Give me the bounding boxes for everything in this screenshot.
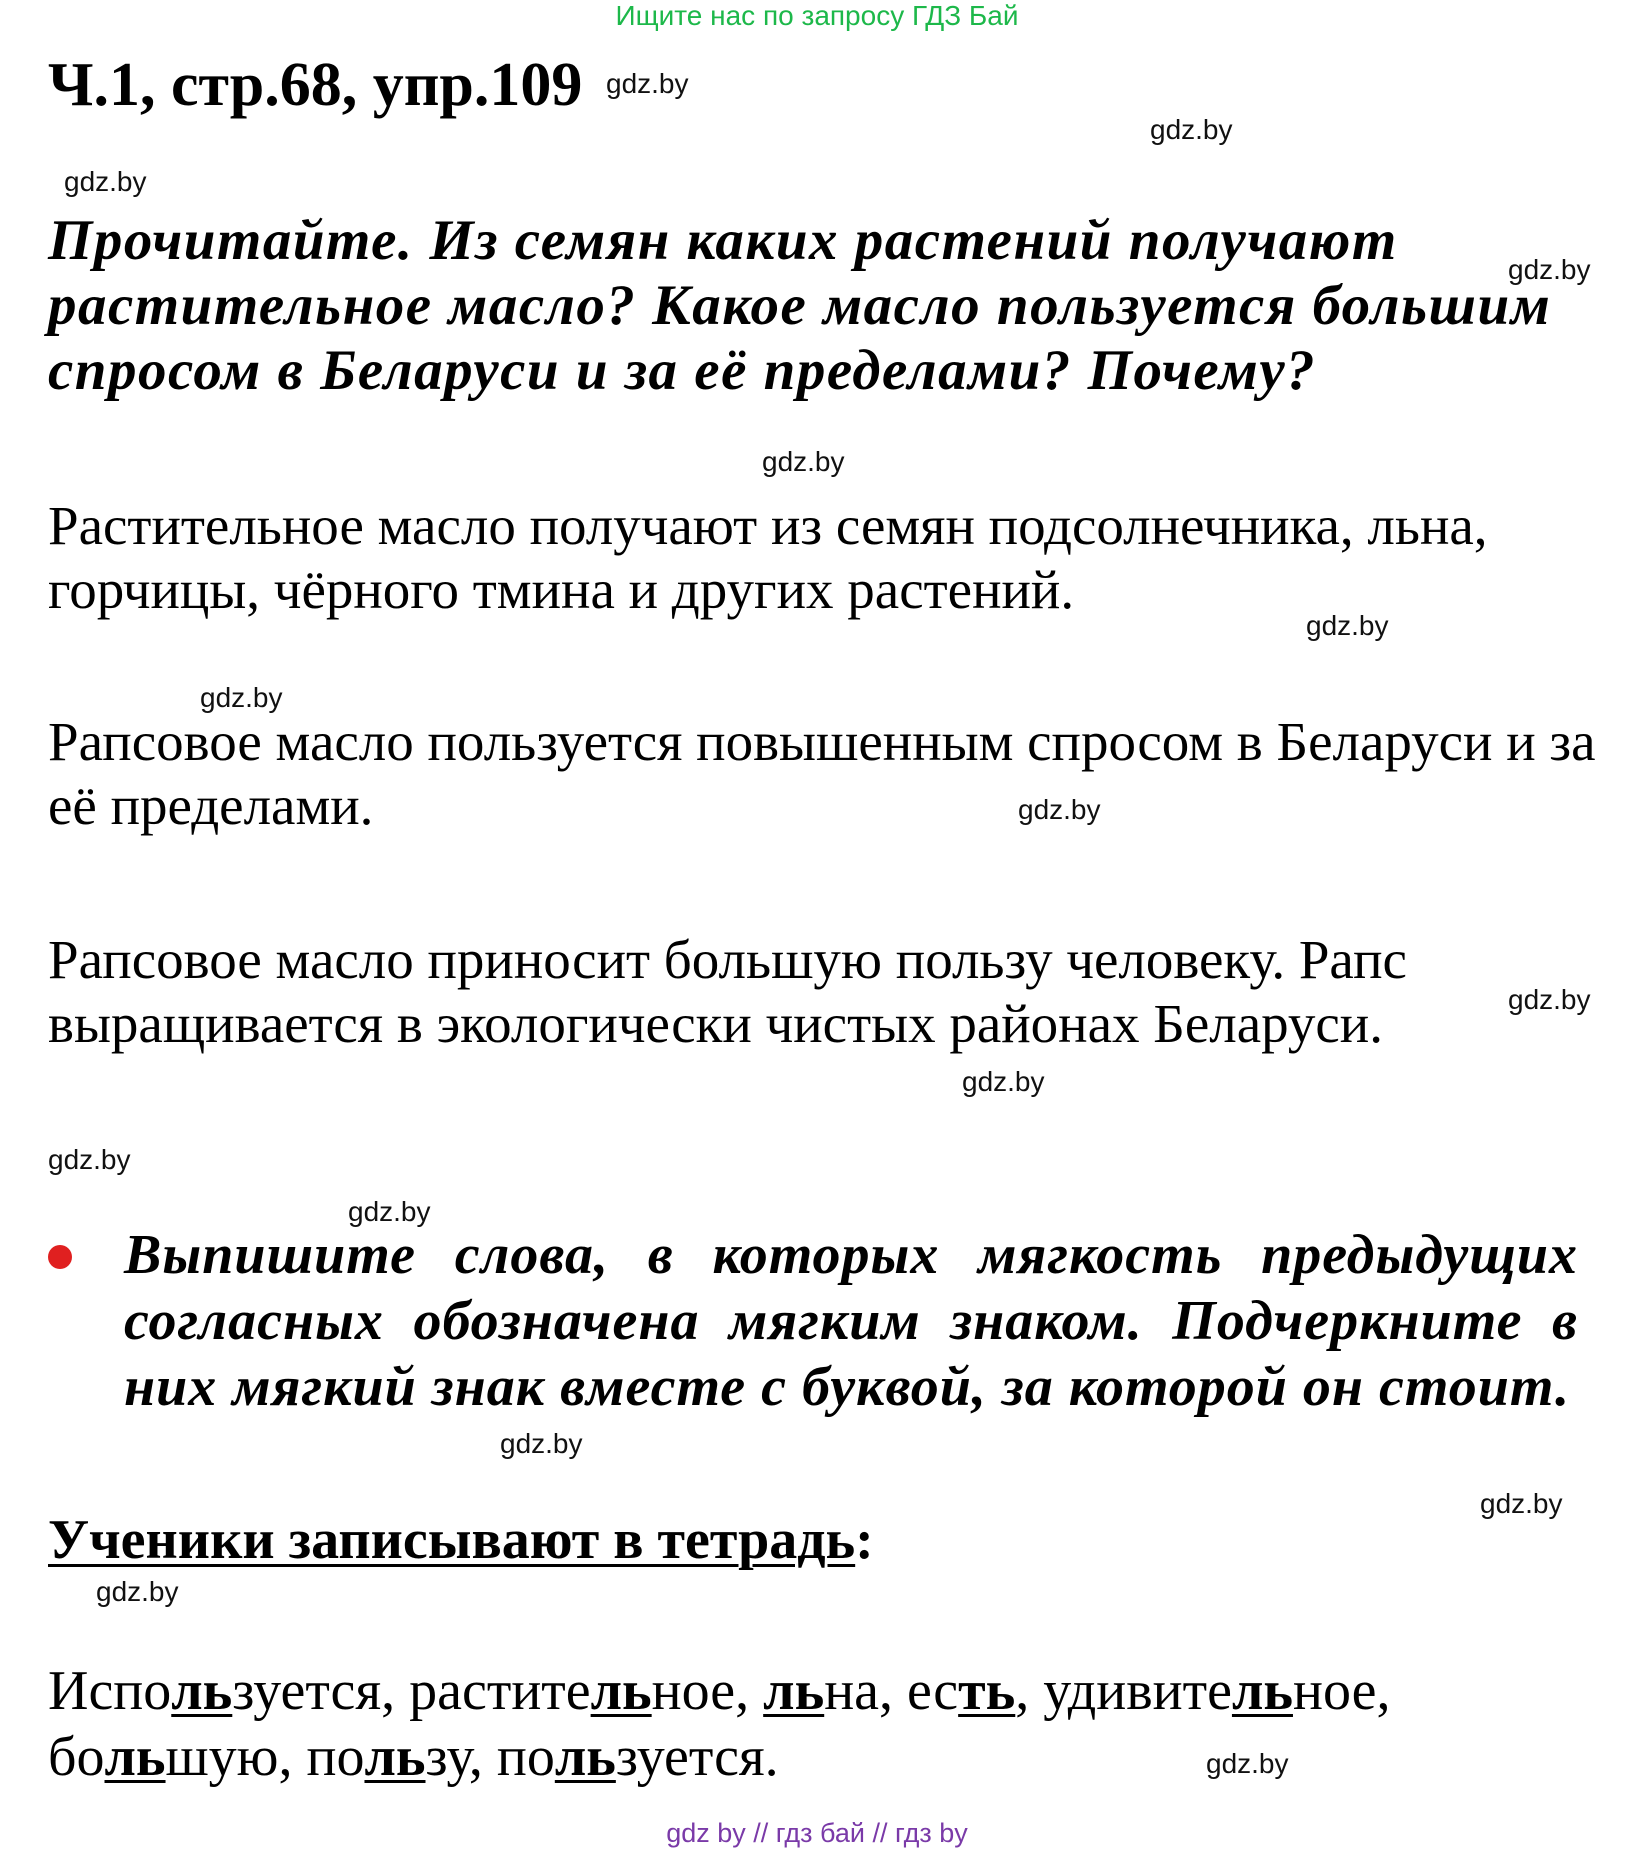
answer-words [48, 1658, 1608, 1790]
watermark: gdz.by [1018, 794, 1101, 825]
underlined-letters: ль [364, 1726, 426, 1788]
answer-word-part: ное, [1292, 1660, 1391, 1722]
answer-paragraph-1: Растительное масло получают из семян подсолнечника, льна, горчицы, чёрного тмина и других растений. [48, 495, 1488, 620]
answer-word-part: ное, [651, 1660, 764, 1722]
answer-word-part: удивите [1043, 1660, 1232, 1722]
answer-word-part: бо [48, 1726, 105, 1788]
answer-word-part: , [1015, 1660, 1044, 1722]
answer-paragraph-3: Рапсовое масло приносит большую пользу человеку. Рапс выращивается в экологически чистых районах Беларуси. [48, 929, 1407, 1054]
exercise-task: Прочитайте. Из семян каких растений получают растительное масло? Какое масло пользуется большим спросом в Беларуси и за её пределами? Почему? [48, 209, 1552, 402]
bullet-task: Выпишите слова, в которых мягкость предыдущих согласных обозначена мягким знаком. Подчеркните в них мягкий знак вместе с буквой, за которой он стоит. [124, 1224, 1578, 1418]
watermark: gdz.by [500, 1428, 583, 1459]
answer-word-part: зуется. [615, 1726, 779, 1788]
underlined-letters: ль [1231, 1660, 1293, 1722]
answer-word-part: ес [907, 1660, 959, 1722]
watermark: gdz.by [962, 1066, 1045, 1097]
underlined-letters: ль [554, 1726, 616, 1788]
watermark: gdz.by [64, 166, 147, 197]
watermark: gdz.by [1480, 1488, 1563, 1519]
underlined-letters: ть [958, 1660, 1016, 1722]
watermark: gdz.by [96, 1576, 179, 1607]
underlined-letters: ль [104, 1726, 166, 1788]
answer-word-part: на, [824, 1660, 908, 1722]
underlined-letters: ль [590, 1660, 652, 1722]
underlined-letters: ль [171, 1660, 233, 1722]
watermark: gdz.by [48, 1144, 131, 1175]
answer-word-part: шую, [165, 1726, 307, 1788]
watermark: gdz.by [606, 68, 689, 99]
page-title: Ч.1, стр.68, упр.109 [48, 51, 583, 119]
search-banner: Ищите нас по запросу ГДЗ Бай [615, 0, 1019, 31]
underlined-letters: ль [763, 1660, 825, 1722]
answer-paragraph-2: Рапсовое масло пользуется повышенным спросом в Беларуси и за её пределами. [48, 711, 1596, 836]
students-heading [48, 1508, 874, 1572]
watermark: gdz.by [1206, 1748, 1289, 1779]
watermark: gdz.by [348, 1196, 431, 1227]
watermark: gdz.by [1508, 254, 1591, 285]
footer-watermark: gdz by // гдз бай // гдз by [666, 1818, 968, 1848]
answer-word-part: по [496, 1726, 555, 1788]
watermark: gdz.by [762, 446, 845, 477]
answer-word-part: растите [409, 1660, 591, 1722]
answer-word-part: зуется, [232, 1660, 410, 1722]
bullet-icon [48, 1245, 72, 1269]
answer-word-part: зу, [425, 1726, 497, 1788]
watermark: gdz.by [1150, 114, 1233, 145]
watermark: gdz.by [1508, 984, 1591, 1015]
students-colon: : [855, 1509, 874, 1571]
watermark: gdz.by [1306, 610, 1389, 641]
students-label: Ученики записывают в тетрадь [48, 1509, 856, 1571]
answer-word-part: по [306, 1726, 365, 1788]
watermark: gdz.by [200, 682, 283, 713]
answer-word-part: Испо [48, 1660, 172, 1722]
